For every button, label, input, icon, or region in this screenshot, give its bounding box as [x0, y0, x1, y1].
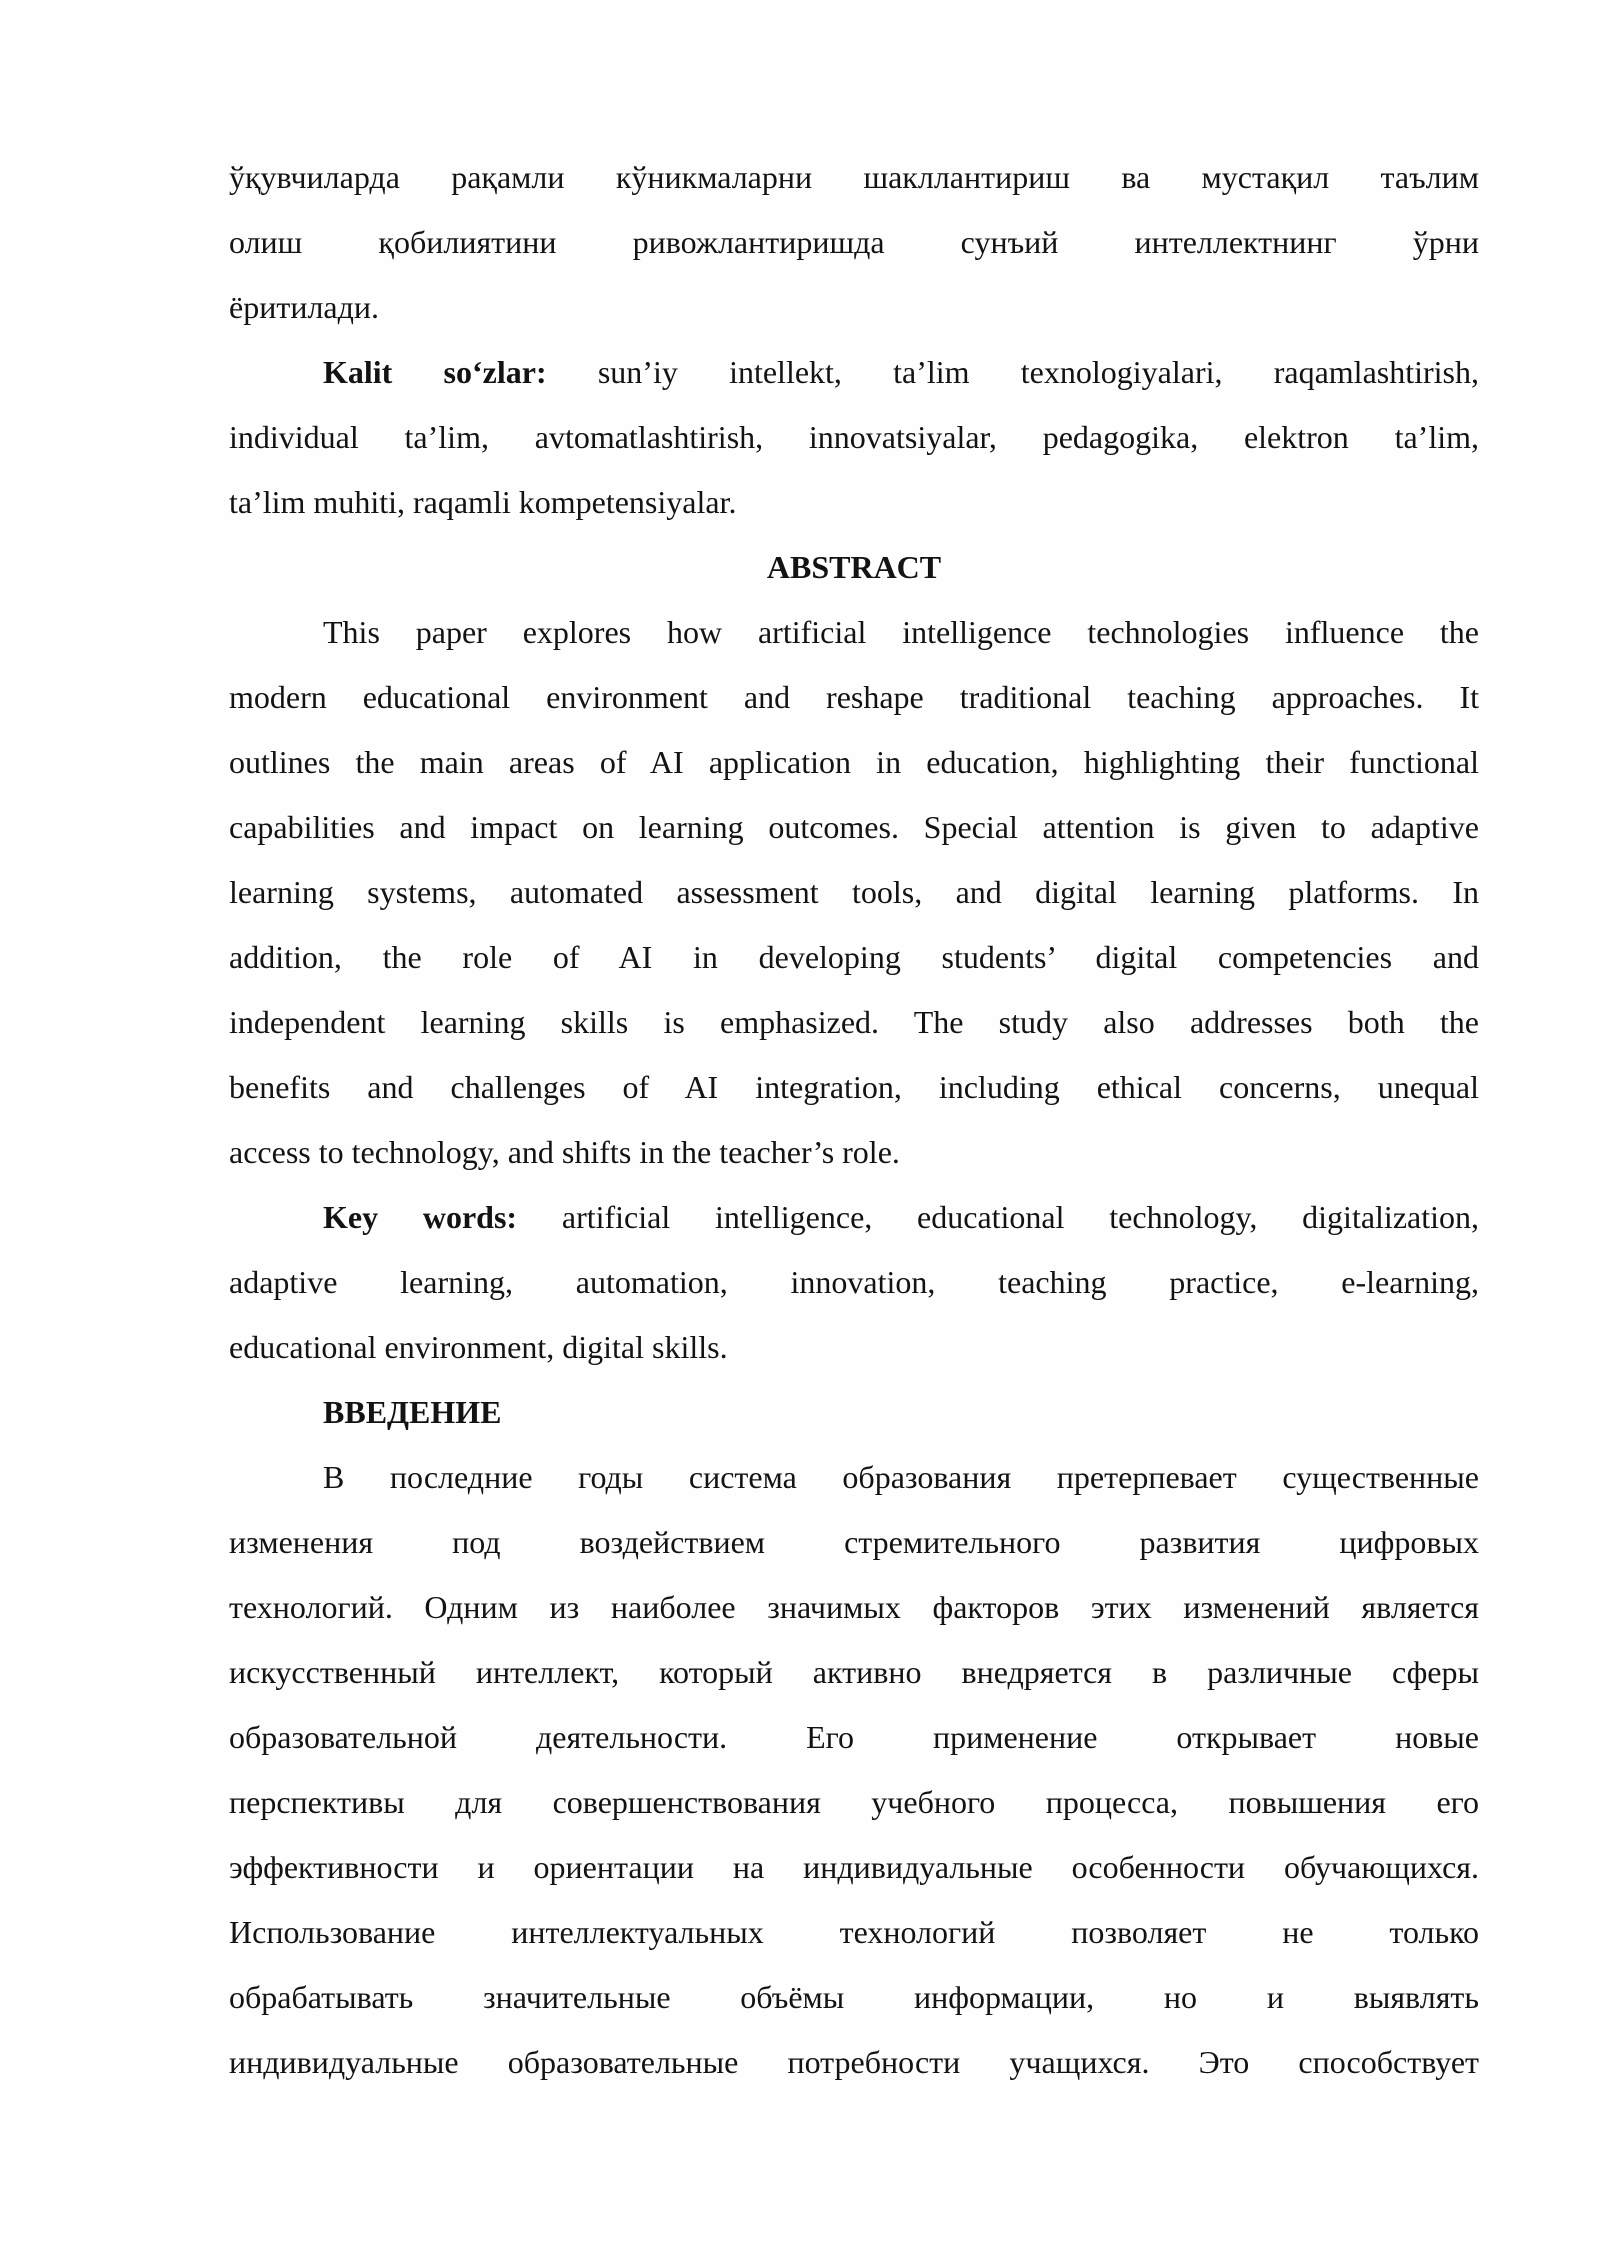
paragraph-uzbek-annotation-continuation-line — [229, 210, 1479, 275]
text-run: ta’lim muhiti, raqamli kompetensiyalar. — [229, 484, 737, 520]
text-run: В последние годы система образования претерпевает существенные — [323, 1459, 1479, 1495]
paragraph-key-words-en-line — [229, 1315, 1479, 1380]
heading-abstract — [229, 535, 1479, 600]
paragraph-uzbek-annotation-continuation-line — [229, 145, 1479, 210]
paragraph-abstract-body-line — [229, 795, 1479, 860]
paragraph-abstract-body-line — [229, 860, 1479, 925]
paragraph-kalit-sozlar-keywords-uz-line — [229, 405, 1479, 470]
bold-text-run: ВВЕДЕНИЕ — [323, 1394, 502, 1430]
paragraph-introduction-ru-line — [229, 2030, 1479, 2095]
bold-text-run: Key words: — [323, 1199, 562, 1235]
document-content — [229, 145, 1479, 2095]
paragraph-abstract-body-line — [229, 600, 1479, 665]
paragraph-introduction-ru-line — [229, 1900, 1479, 1965]
paragraph-uzbek-annotation-continuation — [229, 145, 1479, 340]
paragraph-introduction-ru-line — [229, 1770, 1479, 1835]
text-run: искусственный интеллект, который активно внедряется в различные сферы — [229, 1654, 1479, 1690]
text-run: learning systems, automated assessment tools, and digital learning platforms. In — [229, 874, 1479, 910]
text-run: обрабатывать значительные объёмы информации, но и выявлять — [229, 1979, 1479, 2015]
paragraph-introduction-ru-line — [229, 1640, 1479, 1705]
paragraph-key-words-en-line — [229, 1185, 1479, 1250]
paragraph-key-words-en — [229, 1185, 1479, 1380]
text-run: independent learning skills is emphasized. The study also addresses both the — [229, 1004, 1479, 1040]
heading-vvedenie-introduction — [229, 1380, 1479, 1445]
paragraph-kalit-sozlar-keywords-uz-line — [229, 340, 1479, 405]
paragraph-abstract-body-line — [229, 925, 1479, 990]
text-run: индивидуальные образовательные потребности учащихся. Это способствует — [229, 2044, 1479, 2080]
text-run: образовательной деятельности. Его применение открывает новые — [229, 1719, 1479, 1755]
text-run: технологий. Одним из наиболее значимых факторов этих изменений является — [229, 1589, 1479, 1625]
paragraph-abstract-body-line — [229, 1055, 1479, 1120]
text-run: изменения под воздействием стремительного развития цифровых — [229, 1524, 1479, 1560]
text-run: ёритилади. — [229, 289, 380, 325]
text-run: artificial intelligence, educational technology, digitalization, — [561, 1199, 1480, 1235]
text-run: перспективы для совершенствования учебного процесса, повышения его — [229, 1784, 1479, 1820]
text-run: capabilities and impact on learning outcomes. Special attention is given to adaptive — [229, 809, 1479, 845]
paragraph-abstract-body — [229, 600, 1479, 1185]
paragraph-introduction-ru — [229, 1445, 1479, 2095]
paragraph-abstract-body-line — [229, 1120, 1479, 1185]
paragraph-kalit-sozlar-keywords-uz — [229, 340, 1479, 535]
text-run: ўқувчиларда рақамли кўникмаларни шакллантириш ва мустақил таълим — [229, 159, 1479, 195]
text-run: эффективности и ориентации на индивидуальные особенности обучающихся. — [229, 1849, 1479, 1885]
text-run: individual ta’lim, avtomatlashtirish, innovatsiyalar, pedagogika, elektron ta’lim, — [229, 419, 1479, 455]
paragraph-introduction-ru-line — [229, 1705, 1479, 1770]
paragraph-kalit-sozlar-keywords-uz-line — [229, 470, 1479, 535]
paragraph-abstract-body-line — [229, 990, 1479, 1055]
bold-text-run: Kalit soʻzlar: — [323, 354, 598, 390]
paragraph-key-words-en-line — [229, 1250, 1479, 1315]
text-run: access to technology, and shifts in the teacher’s role. — [229, 1134, 900, 1170]
text-run: Использование интеллектуальных технологий позволяет не только — [229, 1914, 1479, 1950]
text-run: addition, the role of AI in developing students’ digital competencies and — [229, 939, 1479, 975]
text-run: adaptive learning, automation, innovation, teaching practice, e-learning, — [229, 1264, 1479, 1300]
text-run: This paper explores how artificial intelligence technologies influence the — [323, 614, 1479, 650]
text-run: benefits and challenges of AI integration, including ethical concerns, unequal — [229, 1069, 1479, 1105]
paragraph-introduction-ru-line — [229, 1575, 1479, 1640]
text-run: sun’iy intellekt, ta’lim texnologiyalari, raqamlashtirish, — [597, 354, 1480, 390]
text-run: олиш қобилиятини ривожлантиришда сунъий интеллектнинг ўрни — [229, 224, 1479, 260]
paragraph-introduction-ru-line — [229, 1965, 1479, 2030]
paragraph-introduction-ru-line — [229, 1835, 1479, 1900]
bold-text-run: ABSTRACT — [766, 549, 942, 585]
text-run: outlines the main areas of AI application in education, highlighting their functional — [229, 744, 1479, 780]
paragraph-introduction-ru-line — [229, 1510, 1479, 1575]
text-run: modern educational environment and reshape traditional teaching approaches. It — [229, 679, 1479, 715]
heading-vvedenie-introduction-line — [229, 1380, 1479, 1445]
paragraph-uzbek-annotation-continuation-line — [229, 275, 1479, 340]
paragraph-abstract-body-line — [229, 730, 1479, 795]
text-run: educational environment, digital skills. — [229, 1329, 728, 1365]
heading-abstract-line — [229, 535, 1479, 600]
paragraph-introduction-ru-line — [229, 1445, 1479, 1510]
paragraph-abstract-body-line — [229, 665, 1479, 730]
